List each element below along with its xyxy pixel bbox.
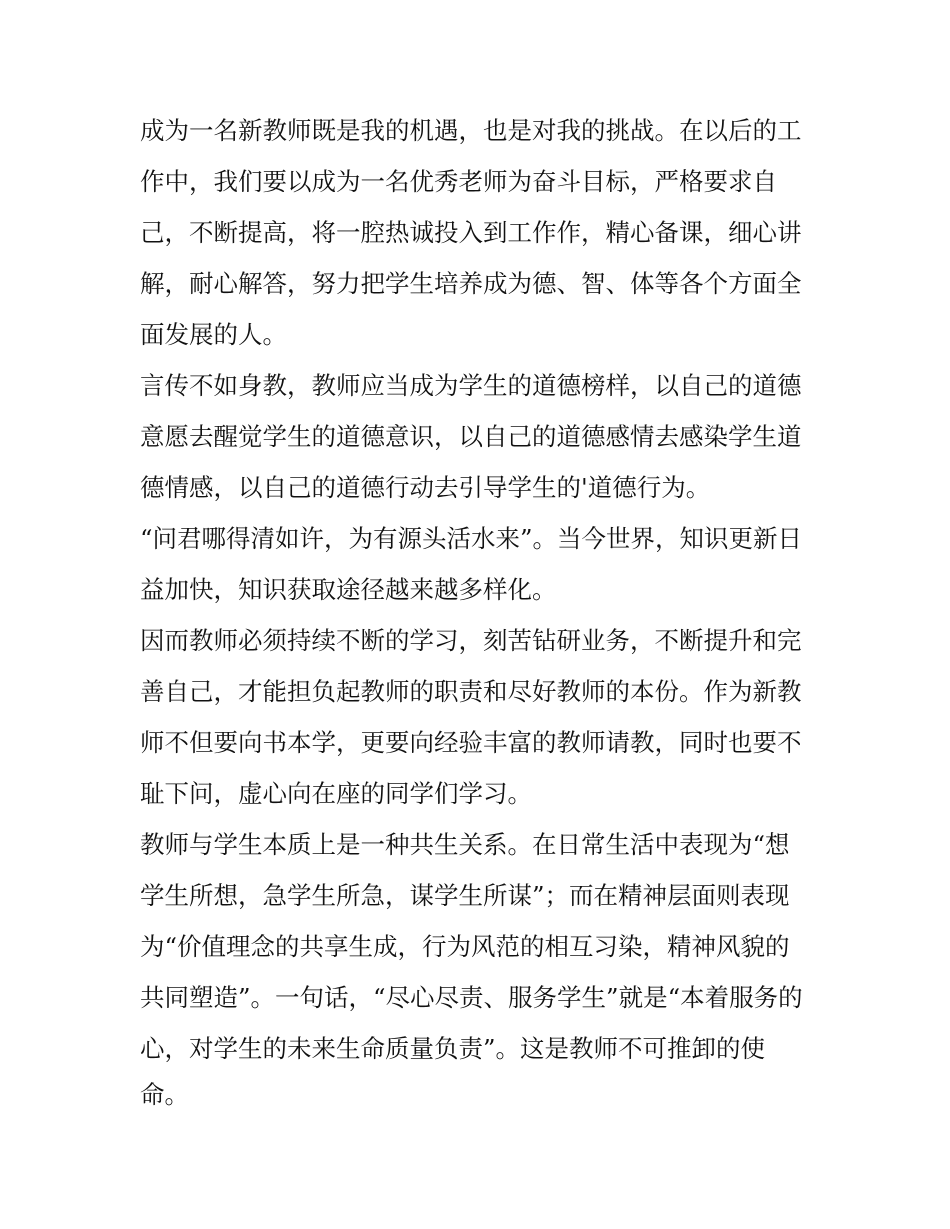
text-line: 师不但要向书本学，更要向经验丰富的教师请教，同时也要不 [140, 728, 802, 757]
text-line: 益加快，知识获取途径越来越多样化。 [140, 575, 557, 604]
text-line: 学生所想，急学生所急，谋学生所谋”；而在精神层面则表现 [140, 881, 790, 910]
text-line: 面发展的人。 [140, 320, 287, 349]
text-line: 善自己，才能担负起教师的职责和尽好教师的本份。作为新教 [140, 677, 802, 706]
text-line: 教师与学生本质上是一种共生关系。在日常生活中表现为“想 [140, 830, 790, 859]
text-line: 为“价值理念的共享生成，行为风范的相互习染，精神风貌的 [140, 932, 790, 961]
text-line: 解，耐心解答，努力把学生培养成为德、智、体等各个方面全 [140, 269, 802, 298]
text-line: “问君哪得清如许，为有源头活水来”。当今世界，知识更新日 [140, 524, 803, 553]
text-line: 共同塑造”。一句话，“尽心尽责、服务学生”就是“本着服务的 [140, 983, 803, 1012]
text-line: 言传不如身教，教师应当成为学生的道德榜样，以自己的道德 [140, 371, 802, 400]
text-line: 意愿去醒觉学生的道德意识，以自己的道德感情去感染学生道 [140, 422, 802, 451]
text-line: 心，对学生的未来生命质量负责”。这是教师不可推卸的使 [140, 1034, 766, 1063]
text-line: 命。 [140, 1080, 189, 1109]
text-line: 成为一名新教师既是我的机遇，也是对我的挑战。在以后的工 [140, 116, 802, 145]
text-line: 德情感，以自己的道德行动去引导学生的'道德行为。 [140, 473, 711, 502]
text-line: 因而教师必须持续不断的学习，刻苦钻研业务，不断提升和完 [140, 626, 802, 655]
text-line: 己，不断提高，将一腔热诚投入到工作作，精心备课，细心讲 [140, 218, 802, 247]
text-line: 耻下问，虚心向在座的同学们学习。 [140, 779, 532, 808]
text-line: 作中，我们要以成为一名优秀老师为奋斗目标，严格要求自 [140, 167, 777, 196]
